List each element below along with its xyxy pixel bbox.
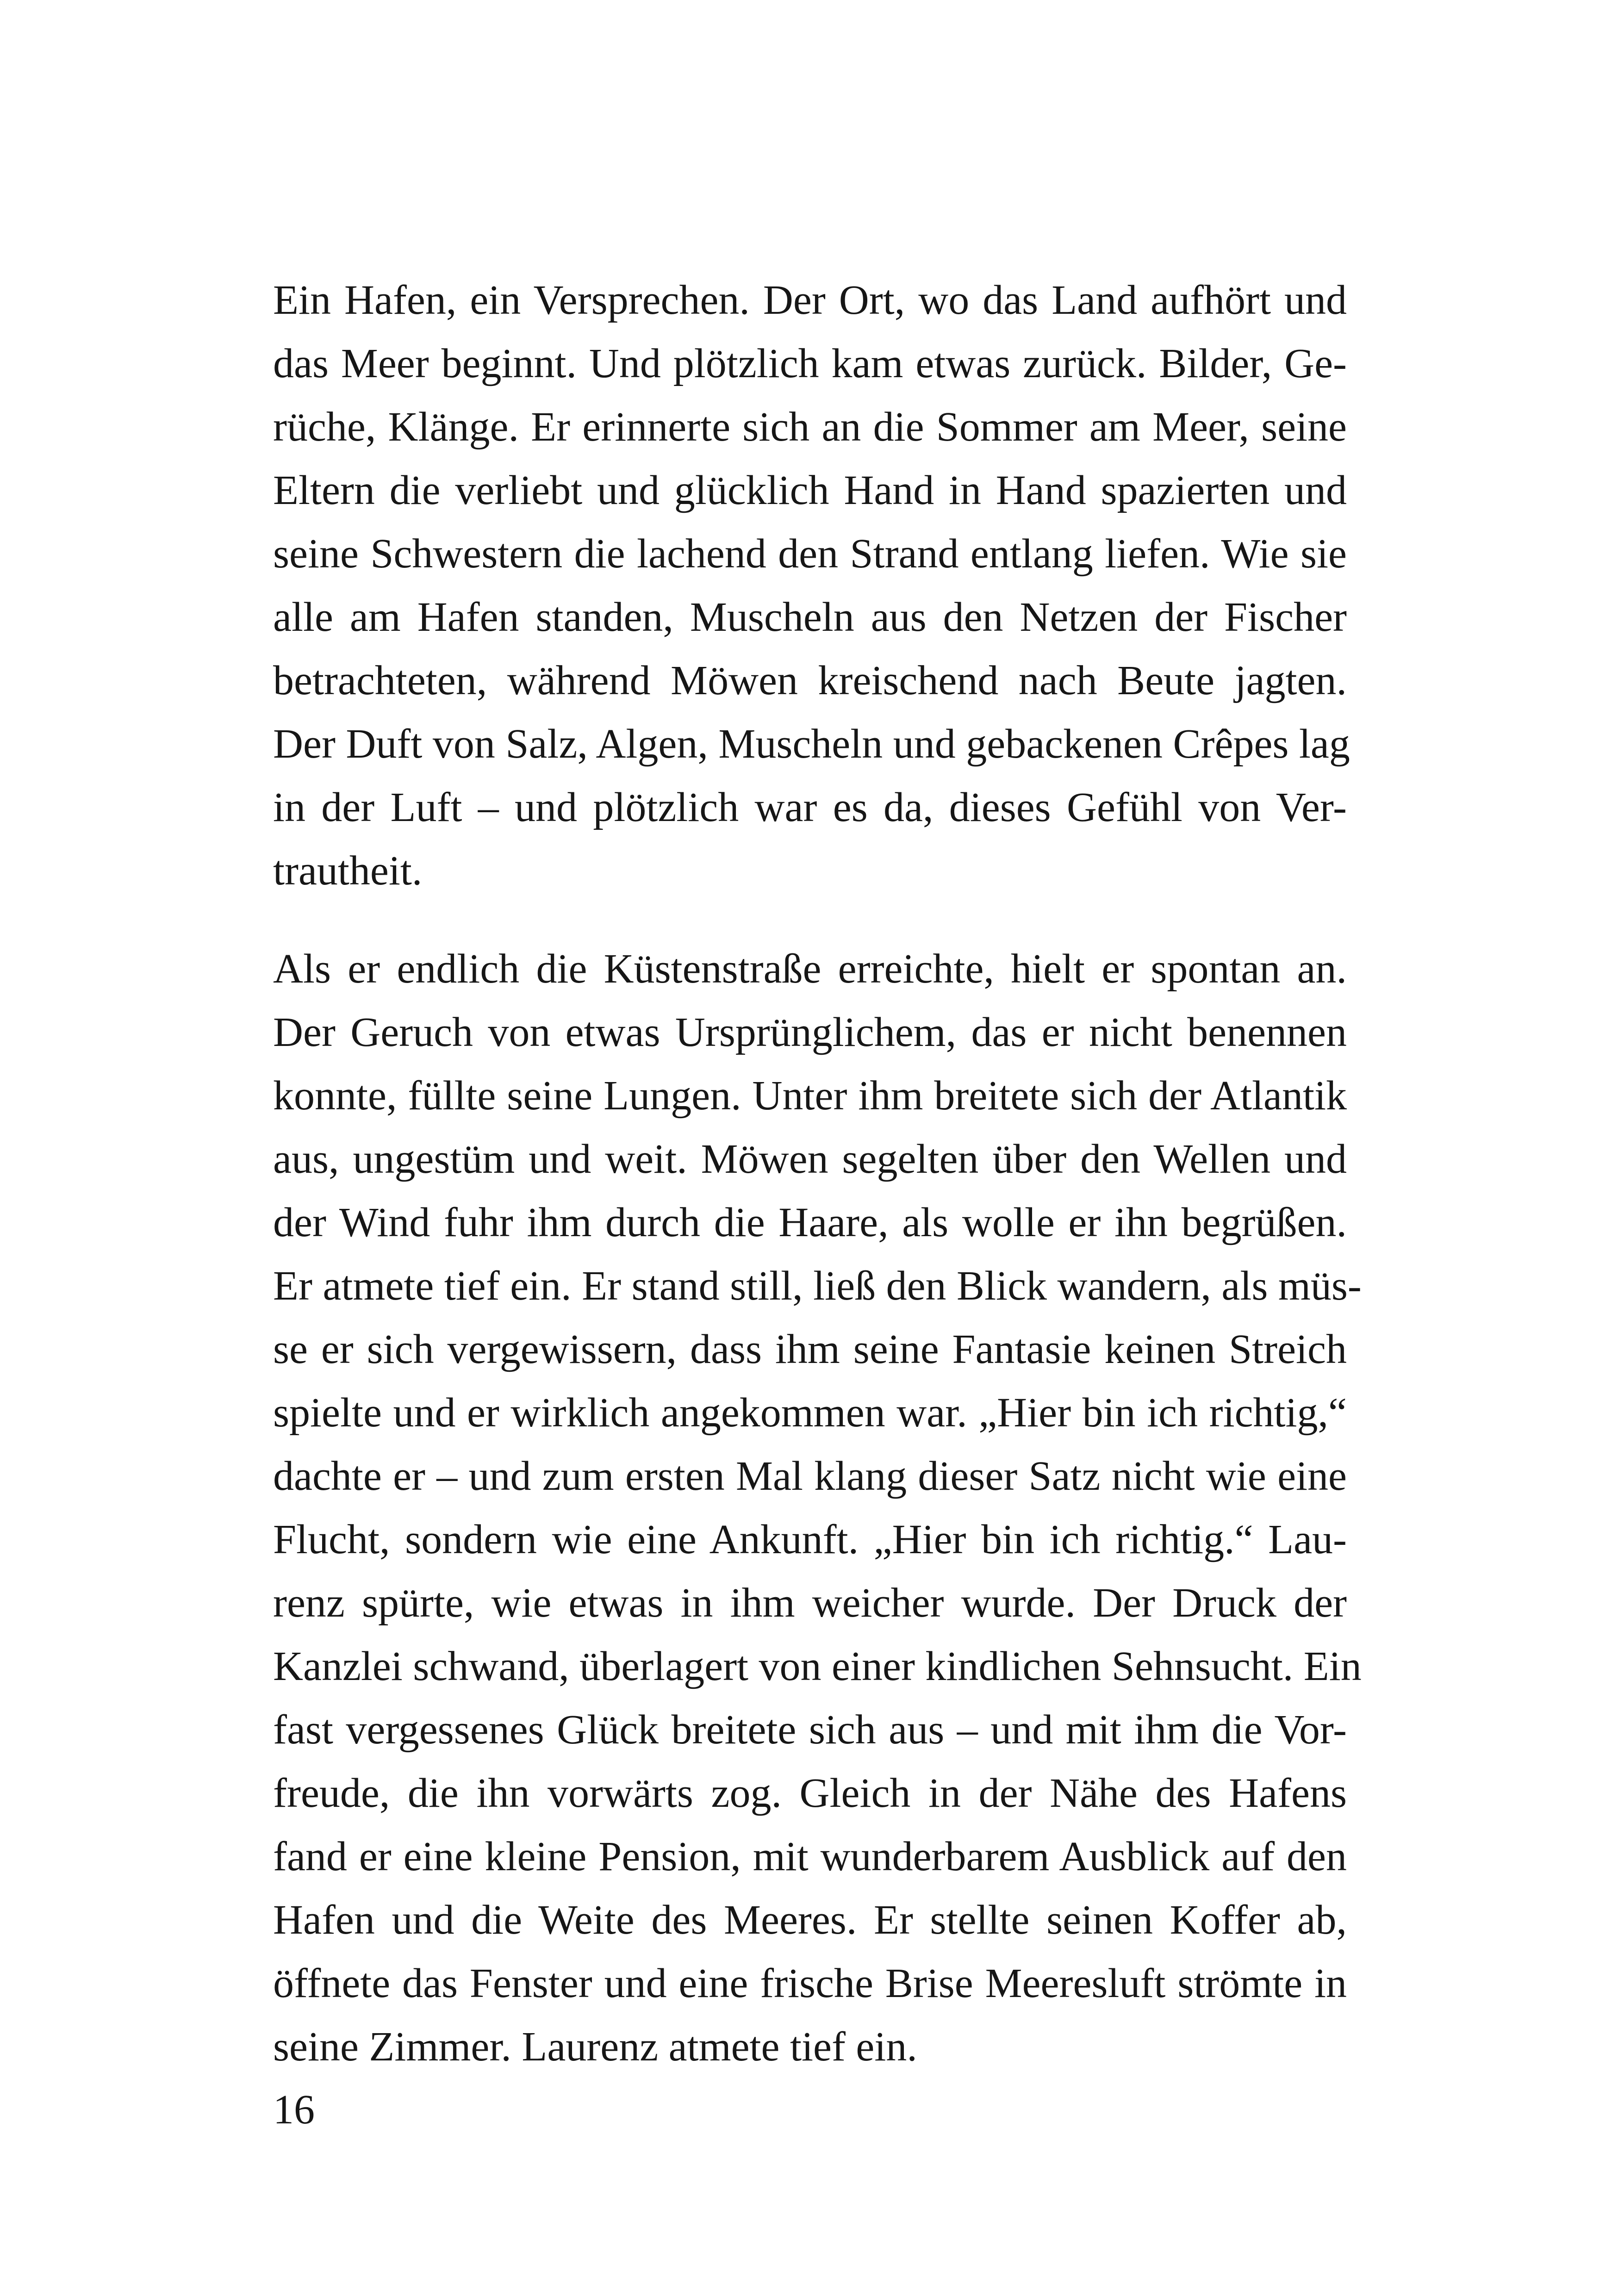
text-line: alle am Hafen standen, Muscheln aus den Netzen der Fischer (273, 594, 1347, 640)
text-line: seine Schwestern die lachend den Strand entlang liefen. Wie sie (273, 531, 1347, 577)
text-line: rüche, Klänge. Er erinnerte sich an die Sommer am Meer, seine (273, 404, 1347, 450)
text-line: konnte, füllte seine Lungen. Unter ihm breitete sich der Atlantik (273, 1073, 1347, 1119)
text-line: das Meer beginnt. Und plötzlich kam etwas zurück. Bilder, Ge- (273, 341, 1347, 386)
text-line: seine Zimmer. Laurenz atmete tief ein. (273, 2024, 917, 2070)
text-line: fand er eine kleine Pension, mit wunderbarem Ausblick auf den (273, 1834, 1347, 1879)
text-line: Hafen und die Weite des Meeres. Er stellte seinen Koffer ab, (273, 1897, 1347, 1943)
text-line: renz spürte, wie etwas in ihm weicher wurde. Der Druck der (273, 1580, 1347, 1626)
text-line: öffnete das Fenster und eine frische Brise Meeresluft strömte in (273, 1960, 1347, 2006)
text-line: Der Duft von Salz, Algen, Muscheln und gebackenen Crêpes lag (273, 721, 1350, 767)
text-line: Flucht, sondern wie eine Ankunft. „Hier bin ich richtig.“ Lau- (273, 1517, 1347, 1562)
paragraph-2 (273, 937, 1362, 2078)
text-line: Kanzlei schwand, überlagert von einer kindlichen Sehnsucht. Ein (273, 1643, 1362, 1689)
text-line: Ein Hafen, ein Versprechen. Der Ort, wo das Land aufhört und (273, 277, 1347, 323)
text-line: freude, die ihn vorwärts zog. Gleich in der Nähe des Hafens (273, 1770, 1347, 1816)
text-line: fast vergessenes Glück breitete sich aus – und mit ihm die Vor- (273, 1707, 1347, 1753)
page-number: 16 (273, 2087, 315, 2133)
text-line: aus, ungestüm und weit. Möwen segelten über den Wellen und (273, 1136, 1347, 1182)
text-line: der Wind fuhr ihm durch die Haare, als wolle er ihn begrüßen. (273, 1200, 1347, 1245)
text-line: se er sich vergewissern, dass ihm seine Fantasie keinen Streich (273, 1326, 1347, 1372)
text-line: spielte und er wirklich angekommen war. „Hier bin ich richtig,“ (273, 1390, 1347, 1436)
text-line: Eltern die verliebt und glücklich Hand in Hand spazierten und (273, 467, 1347, 513)
text-line: betrachteten, während Möwen kreischend nach Beute jagten. (273, 658, 1347, 703)
text-line: Er atmete tief ein. Er stand still, ließ den Blick wandern, als müs- (273, 1263, 1362, 1309)
paragraph-1 (273, 268, 1350, 902)
text-line: trautheit. (273, 848, 423, 894)
text-line: Als er endlich die Küstenstraße erreichte, hielt er spontan an. (273, 946, 1347, 992)
text-line: dachte er – und zum ersten Mal klang dieser Satz nicht wie eine (273, 1453, 1347, 1499)
text-line: in der Luft – und plötzlich war es da, dieses Gefühl von Ver- (273, 784, 1347, 830)
text-line: Der Geruch von etwas Ursprünglichem, das er nicht benennen (273, 1009, 1347, 1055)
